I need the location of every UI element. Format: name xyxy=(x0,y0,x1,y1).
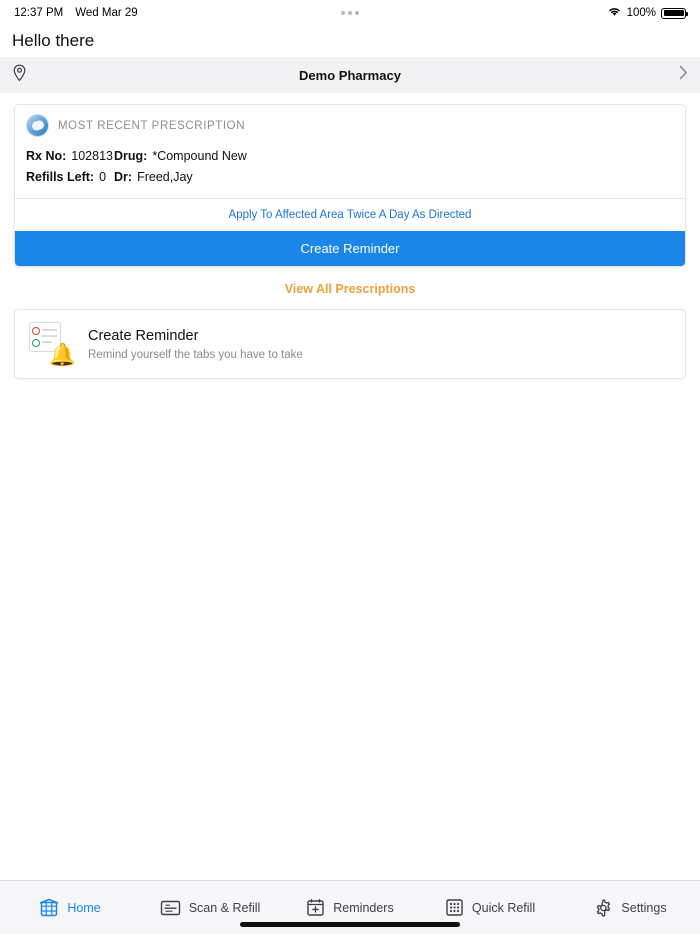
view-all-prescriptions-link[interactable]: View All Prescriptions xyxy=(284,282,416,296)
quick-refill-keypad-icon xyxy=(445,898,464,917)
chevron-right-icon xyxy=(679,65,688,85)
battery-percent: 100% xyxy=(626,7,656,19)
battery-icon xyxy=(661,8,686,19)
tab-quick-refill[interactable] xyxy=(420,898,560,917)
tab-reminders-label: Reminders xyxy=(333,900,394,915)
reminders-calendar-icon xyxy=(306,898,325,917)
reminder-card-title: Create Reminder xyxy=(88,327,199,344)
tab-settings-label: Settings xyxy=(621,900,667,915)
tab-reminders[interactable] xyxy=(280,898,420,917)
create-reminder-card[interactable] xyxy=(14,309,686,379)
more-dots-icon xyxy=(341,11,359,15)
status-left xyxy=(14,7,138,19)
reminder-card-texts xyxy=(88,328,303,361)
page-title: Hello there xyxy=(12,31,95,50)
scan-refill-icon xyxy=(160,899,181,917)
tab-home-label: Home xyxy=(67,900,101,915)
pharmacy-selector[interactable] xyxy=(0,57,700,93)
status-date: Wed Mar 29 xyxy=(75,7,138,19)
pill-avatar-icon xyxy=(26,114,49,137)
prescription-directions[interactable]: Apply To Affected Area Twice A Day As Directed xyxy=(228,209,472,221)
drug-value: *Compound New xyxy=(152,149,247,163)
home-icon xyxy=(39,898,59,918)
main-content xyxy=(0,93,700,880)
drug-field xyxy=(114,146,247,167)
tab-scan-refill-label: Scan & Refill xyxy=(188,900,261,915)
most-recent-prescription-card xyxy=(14,104,686,267)
status-right xyxy=(607,6,686,20)
refills-left-field xyxy=(26,167,114,188)
status-time: 12:37 PM xyxy=(14,7,64,19)
doctor-value: Freed,Jay xyxy=(137,170,193,184)
gear-icon xyxy=(593,898,613,918)
home-indicator[interactable] xyxy=(240,922,460,927)
rx-number-field xyxy=(26,146,114,167)
drug-label: Drug: xyxy=(114,149,148,163)
create-reminder-button[interactable]: Create Reminder xyxy=(15,231,685,266)
refills-left-value: 0 xyxy=(99,170,107,184)
doctor-field xyxy=(114,167,193,188)
refills-left-label: Refills Left: xyxy=(26,170,95,184)
doctor-label: Dr: xyxy=(114,170,133,184)
table-row xyxy=(26,146,674,167)
recent-prescription-header xyxy=(15,105,685,143)
tab-home[interactable] xyxy=(0,898,140,918)
location-pin-icon xyxy=(12,64,27,87)
table-row xyxy=(26,167,674,188)
wifi-icon xyxy=(607,6,622,20)
tab-quick-refill-label: Quick Refill xyxy=(471,900,536,915)
prescription-fields xyxy=(15,143,685,198)
tab-scan-refill[interactable] xyxy=(140,899,280,917)
reminder-card-subtitle: Remind yourself the tabs you have to take xyxy=(88,348,303,361)
tab-settings[interactable] xyxy=(560,898,700,918)
recent-prescription-title: MOST RECENT PRESCRIPTION xyxy=(58,119,246,132)
rx-number-value: 102813 xyxy=(71,149,113,163)
reminder-notepad-bell-icon: 🔔 xyxy=(29,322,76,366)
pharmacy-name: Demo Pharmacy xyxy=(299,67,401,83)
rx-number-label: Rx No: xyxy=(26,149,67,163)
status-bar xyxy=(0,3,700,23)
